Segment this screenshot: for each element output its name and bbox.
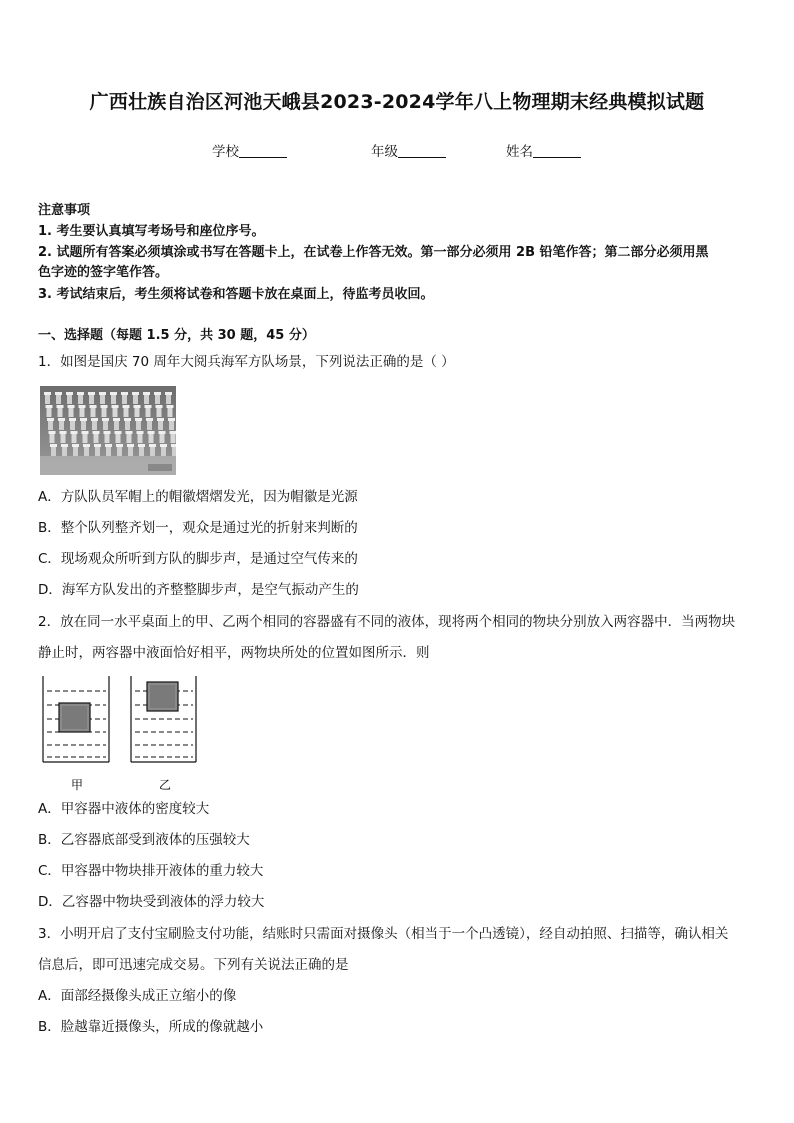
- q1-option-a[interactable]: A．方队队员军帽上的帽徽熠熠发光，因为帽徽是光源: [38, 489, 358, 505]
- q3-option-a[interactable]: A．面部经摄像头成正立缩小的像: [38, 988, 237, 1004]
- q3-option-b[interactable]: B．脸越靠近摄像头，所成的像就越小: [38, 1019, 264, 1035]
- q2-stem-line-1: 2．放在同一水平桌面上的甲、乙两个相同的容器盛有不同的液体，现将两个相同的物块分别放入两容器中．当两物块: [38, 614, 736, 630]
- q1-stem: 1．如图是国庆 70 周年大阅兵海军方队场景，下列说法正确的是（ ）: [38, 354, 455, 370]
- section-heading: 一、选择题（每题 1.5 分，共 30 题，45 分）: [38, 328, 315, 343]
- notice-item-1: 1. 考生要认真填写考场号和座位序号。: [38, 224, 265, 239]
- notice-item-2-line-1: 2. 试题所有答案必须填涂或书写在答题卡上，在试卷上作答无效。第一部分必须用 2B 铅笔作答；第二部分必须用黑: [38, 245, 709, 260]
- q3-stem-line-2: 信息后，即可迅速完成交易。下列有关说法正确的是: [38, 957, 349, 973]
- containers-diagram: [38, 674, 208, 796]
- q3-stem-line-1: 3．小明开启了支付宝刷脸支付功能，结账时只需面对摄像头（相当于一个凸透镜），经自动拍照、扫描等，确认相关: [38, 926, 729, 942]
- q2-option-c[interactable]: C．甲容器中物块排开液体的重力较大: [38, 863, 264, 879]
- q2-option-b[interactable]: B．乙容器底部受到液体的压强较大: [38, 832, 250, 848]
- grade-label: 年级: [371, 144, 398, 160]
- q2-stem-line-2: 静止时，两容器中液面恰好相平，两物块所处的位置如图所示．则: [38, 645, 430, 661]
- name-blank[interactable]: [533, 143, 581, 158]
- school-field: [212, 140, 287, 160]
- notice-item-2-line-2: 色字迹的签字笔作答。: [38, 265, 169, 280]
- q2-option-d[interactable]: D．乙容器中物块受到液体的浮力较大: [38, 894, 265, 910]
- school-label: 学校: [212, 144, 239, 160]
- grade-blank[interactable]: [398, 143, 446, 158]
- label-yi: 乙: [159, 778, 172, 792]
- page-title: 广西壮族自治区河池天峨县2023-2024学年八上物理期末经典模拟试题: [89, 91, 705, 113]
- q1-option-d[interactable]: D．海军方队发出的齐整整脚步声，是空气振动产生的: [38, 582, 359, 598]
- notice-item-3: 3. 考试结束后，考生须将试卷和答题卡放在桌面上，待监考员收回。: [38, 287, 434, 302]
- container-jia: [43, 676, 109, 762]
- name-label: 姓名: [506, 144, 533, 160]
- name-field: [506, 140, 581, 160]
- q2-option-a[interactable]: A．甲容器中液体的密度较大: [38, 801, 210, 817]
- label-jia: 甲: [71, 778, 84, 792]
- q1-option-b[interactable]: B．整个队列整齐划一，观众是通过光的折射来判断的: [38, 520, 358, 536]
- container-yi: [131, 676, 196, 762]
- parade-photo: [40, 386, 176, 475]
- q1-option-c[interactable]: C．现场观众所听到方队的脚步声，是通过空气传来的: [38, 551, 358, 567]
- grade-field: [371, 140, 446, 160]
- notice-heading: 注意事项: [38, 203, 91, 218]
- school-blank[interactable]: [239, 143, 287, 158]
